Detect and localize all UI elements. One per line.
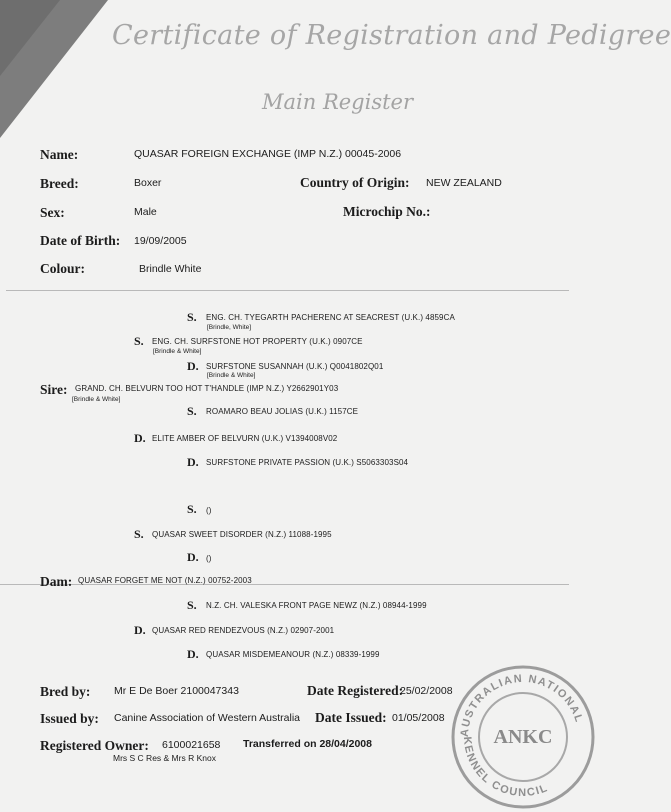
certificate-title: Certificate of Registration and Pedigree bbox=[112, 20, 671, 51]
dam-dam-name: SURFSTONE PRIVATE PASSION (U.K.) S5063303S04 bbox=[206, 458, 409, 467]
breed-value: Boxer bbox=[134, 177, 162, 189]
seal-center-text: ANKC bbox=[493, 726, 553, 748]
dam-s-mark: S. bbox=[134, 527, 144, 541]
sire-dam-colour: [Brindle & White] bbox=[207, 372, 256, 379]
dob-value: 19/09/2005 bbox=[134, 235, 187, 247]
country-value: NEW ZEALAND bbox=[426, 177, 502, 189]
colour-value: Brindle White bbox=[139, 263, 202, 275]
dam-sire-dam-name: () bbox=[206, 554, 212, 563]
dam-dam-dam-name: QUASAR MISDEMEANOUR (N.Z.) 08339-1999 bbox=[206, 650, 380, 659]
sire-sire-parent-name: ENG. CH. SURFSTONE HOT PROPERTY (U.K.) 0907CE bbox=[152, 337, 363, 346]
dam-label: Dam: bbox=[40, 574, 73, 589]
seal-top-text: AUSTRALIAN NATIONAL bbox=[458, 672, 586, 738]
dam-sire-name: QUASAR SWEET DISORDER (N.Z.) 11088-1995 bbox=[152, 530, 332, 539]
issued-by-value: Canine Association of Western Australia bbox=[114, 712, 300, 724]
date-registered-label: Date Registered: bbox=[307, 683, 404, 698]
dds-mark: S. bbox=[187, 598, 197, 612]
registered-owner-id: 6100021658 bbox=[162, 739, 221, 751]
dam-name: QUASAR FORGET ME NOT (N.Z.) 00752-2003 bbox=[78, 576, 252, 585]
dam-dam-sire-name: N.Z. CH. VALESKA FRONT PAGE NEWZ (N.Z.) 08944-1999 bbox=[206, 601, 427, 610]
ds-mark: S. bbox=[187, 404, 197, 418]
breed-label: Breed: bbox=[40, 176, 79, 191]
seal-bottom-text: KENNEL COUNCIL bbox=[460, 736, 551, 799]
register-subtitle: Main Register bbox=[262, 90, 414, 114]
transferred-note: Transferred on 28/04/2008 bbox=[243, 738, 372, 750]
bred-by-value: Mr E De Boer 2100047343 bbox=[114, 685, 239, 697]
sire-sire-colour: [Brindle, White] bbox=[207, 324, 252, 331]
section-divider bbox=[6, 290, 569, 291]
ddd-mark: D. bbox=[187, 647, 199, 661]
dss-mark: S. bbox=[187, 502, 197, 516]
sex-label: Sex: bbox=[40, 205, 65, 220]
name-label: Name: bbox=[40, 147, 79, 162]
page-corner-shadow bbox=[0, 0, 110, 140]
registered-owner-label: Registered Owner: bbox=[40, 738, 149, 753]
microchip-label: Microchip No.: bbox=[343, 204, 431, 219]
dob-label: Date of Birth: bbox=[40, 233, 121, 248]
dsd-mark: D. bbox=[187, 550, 199, 564]
sire-dam-name: SURFSTONE SUSANNAH (U.K.) Q0041802Q01 bbox=[206, 362, 384, 371]
sd-mark: D. bbox=[187, 359, 199, 373]
dam-sire-sire-name: () bbox=[206, 506, 212, 515]
sex-value: Male bbox=[134, 206, 157, 218]
sire-colour: [Brindle & White] bbox=[72, 396, 121, 403]
ss-mark: S. bbox=[187, 310, 197, 324]
sire-name: GRAND. CH. BELVURN TOO HOT T'HANDLE (IMP N.Z.) Y2662901Y03 bbox=[75, 384, 339, 393]
country-label: Country of Origin: bbox=[300, 175, 410, 190]
owner-names: Mrs S C Res & Mrs R Knox bbox=[113, 753, 216, 763]
ankc-seal bbox=[448, 662, 598, 812]
sire-dam-parent-name: ELITE AMBER OF BELVURN (U.K.) V1394008V02 bbox=[152, 434, 338, 443]
issued-by-label: Issued by: bbox=[40, 711, 99, 726]
dam-d-mark: D. bbox=[134, 623, 146, 637]
sire-sire-parent-colour: [Brindle & White] bbox=[153, 348, 202, 355]
bred-by-label: Bred by: bbox=[40, 684, 91, 699]
date-registered-value: 25/02/2008 bbox=[400, 685, 453, 697]
dam-dam-parent-name: QUASAR RED RENDEZVOUS (N.Z.) 02907-2001 bbox=[152, 626, 335, 635]
name-value: QUASAR FOREIGN EXCHANGE (IMP N.Z.) 00045-2006 bbox=[134, 148, 402, 160]
sire-label: Sire: bbox=[40, 382, 68, 397]
date-issued-label: Date Issued: bbox=[315, 710, 387, 725]
dd-mark: D. bbox=[187, 455, 199, 469]
s-mark: S. bbox=[134, 334, 144, 348]
dam-of-sire-sire-name: ROAMARO BEAU JOLIAS (U.K.) 1157CE bbox=[206, 407, 359, 416]
colour-label: Colour: bbox=[40, 261, 85, 276]
sire-sire-name: ENG. CH. TYEGARTH PACHERENC AT SEACREST (U.K.) 4859CA bbox=[206, 313, 455, 322]
d-mark: D. bbox=[134, 431, 146, 445]
date-issued-value: 01/05/2008 bbox=[392, 712, 445, 724]
